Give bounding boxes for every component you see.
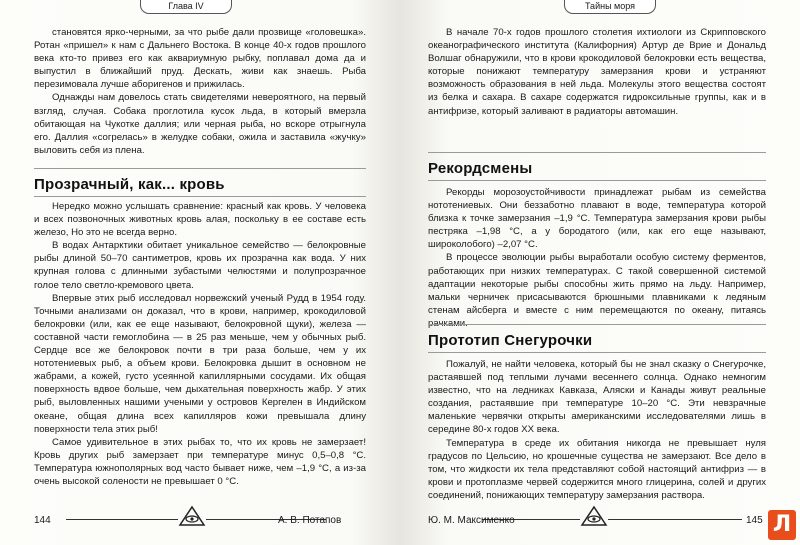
left-intro-text xyxy=(34,26,366,157)
section-heading: Рекордсмены xyxy=(428,160,533,177)
paragraph: В начале 70-х годов прошлого столетия ихтиологи из Скрипповского океанографического института (Калифорния) Артур де Врие и Дональд Волшаг обнаружили, что в крови крокодиловой белокровки есть вещества, которые понижают температуру замерзания крови и устраняют возможность образования в ней льда. Молекулы этого вещества состоят из белка и сахара. В сахаре содержатся гидроксильные группы, как и в антифризе, который заливают в радиаторы автомашин. xyxy=(428,27,766,117)
section-divider xyxy=(428,352,766,353)
paragraph: В водах Антарктики обитает уникальное семейство — белокровные рыбы длиной 50–70 сантиметров, кровь их прозрачна как вода. У них крупная голова с длинными зубастыми челюстями и полупрозрачное голое тело светло-кремового цвета. xyxy=(34,240,366,291)
right-section1-text xyxy=(428,186,766,330)
section-divider xyxy=(34,168,366,169)
eye-in-triangle-icon xyxy=(178,504,206,528)
paragraph: становятся ярко-черными, за что рыбе дали прозвище «головешка». Ротан «пришел» к нам с Дальнего Востока. В конце 40-х годов прошлого века кто-то привез его как аквариумную рыбку, поплавал дома да и выпустил в ближайший пруд. Дескать, живи как знаешь. Рыба перезимовала лучше аборигенов и прижилась. xyxy=(34,27,366,91)
paragraph: Рекорды морозоустойчивости принадлежат рыбам из семейства нототениевых. Они беззаботно плавают в воде, температура которой близка к точке замерзания –1,9 °С. Температура замерзания крови рыбы пестряка –1,98 °С, а у бородатого (или, как его еще называют, широколобого) –2,07 °С. xyxy=(428,187,766,251)
eye-in-triangle-icon xyxy=(580,504,608,528)
paragraph: Нередко можно услышать сравнение: красный как кровь. У человека и всех позвоночных животных кровь алая, поскольку в ее составе есть железо, Но это не всегда верно. xyxy=(34,201,366,239)
paragraph: Впервые этих рыб исследовал норвежский ученый Рудд в 1954 году. Точными анализами он доказал, что в крови, например, крокодиловой белокровки (или, как ее еще называют, белокровной щуки), железа — составной части гемоглобина — в 25 раз меньше, чем у обычных рыб. Сердце все же белокровок почти в три раза больше, чем у их нототениевых рыб, а объем крови. Белокровка дышит в основном не жабрами, а кожей, густо усеянной капиллярными сосудами. Их общая поверхность вдвое больше, чем дыхательная поверхность жабр. У этих рыб, выловленных нашими учеными у островов Кергелен в Индийском океане, общая длина всех капилляров кожи превышала длину поверхности тела этих рыб! xyxy=(34,292,366,435)
publisher-logo-letter: Л xyxy=(772,512,792,537)
right-page xyxy=(400,0,800,545)
section-divider xyxy=(428,152,766,153)
publisher-logo xyxy=(768,510,796,540)
section-heading: Прототип Снегурочки xyxy=(428,332,593,349)
paragraph: Однажды нам довелось стать свидетелями невероятного, на первый взгляд, случая. Собака проглотила кусок льда, в который вмерзла обитающая на Чукотке даллия; или черная рыба, но вскоре отрыгнула его. Даллия «согрелась» в желудке собаки, ожила и заставила «жучку» выловить себя из плена. xyxy=(34,92,366,156)
page-number: 144 xyxy=(34,515,51,526)
author-name: Ю. М. Максименко xyxy=(428,515,515,526)
section-divider xyxy=(428,180,766,181)
paragraph: Температура в среде их обитания никогда не превышает нуля градусов по Цельсию, но крошечные существа не замерзают. Все дело в том, что жидкости их тела представляют собой настоящий антифриз — в крови и протоплазме червей содержится много глицерина, солей и других соединений, понижающих температуру замерзания раствора. xyxy=(428,437,766,501)
footer-rule xyxy=(482,519,742,520)
paragraph: Пожалуй, не найти человека, который бы не знал сказку о Снегурочке, растаявшей под теплыми лучами весеннего солнца. Однако немногим известно, что на ледниках Кавказа, Аляски и Канады живут реальные создания, растаявшие при температуре 10–20 °С. Эти невзрачные маленькие червячки открыты американскими исследователями лишь в середине 80-х годов XX века. xyxy=(428,359,766,436)
right-section2-text xyxy=(428,358,766,502)
chapter-header-tab: Тайны моря xyxy=(564,0,656,14)
section-divider xyxy=(34,196,366,197)
right-intro-text xyxy=(428,26,766,118)
chapter-header-tab: Глава IV xyxy=(140,0,232,14)
paragraph: В процессе эволюции рыбы выработали особую систему ферментов, работающих при низких температурах. С такой совершенной системой адаптации некоторые рыбы способны жить прямо на льду. Например, мальки черничек присасываются брюшными плавниками к ледяным стенам айсберга и вместе с ним перемещаются по океану, питаясь xyxy=(428,252,766,316)
left-section-text xyxy=(34,200,366,488)
author-name: А. В. Потапов xyxy=(278,515,342,526)
section-divider xyxy=(428,324,766,325)
page-number: 145 xyxy=(746,515,763,526)
paragraph: Самое удивительное в этих рыбах то, что их кровь не замерзает! Кровь других рыб замерзает при температуре минус 0,5–0,8 °С. Температура южнополярных вод часто бывает ниже, чем –1,9 °С, а из-за очень высокой солености не превышает 0 °С. xyxy=(34,436,366,487)
section-heading: Прозрачный, как... кровь xyxy=(34,176,225,193)
